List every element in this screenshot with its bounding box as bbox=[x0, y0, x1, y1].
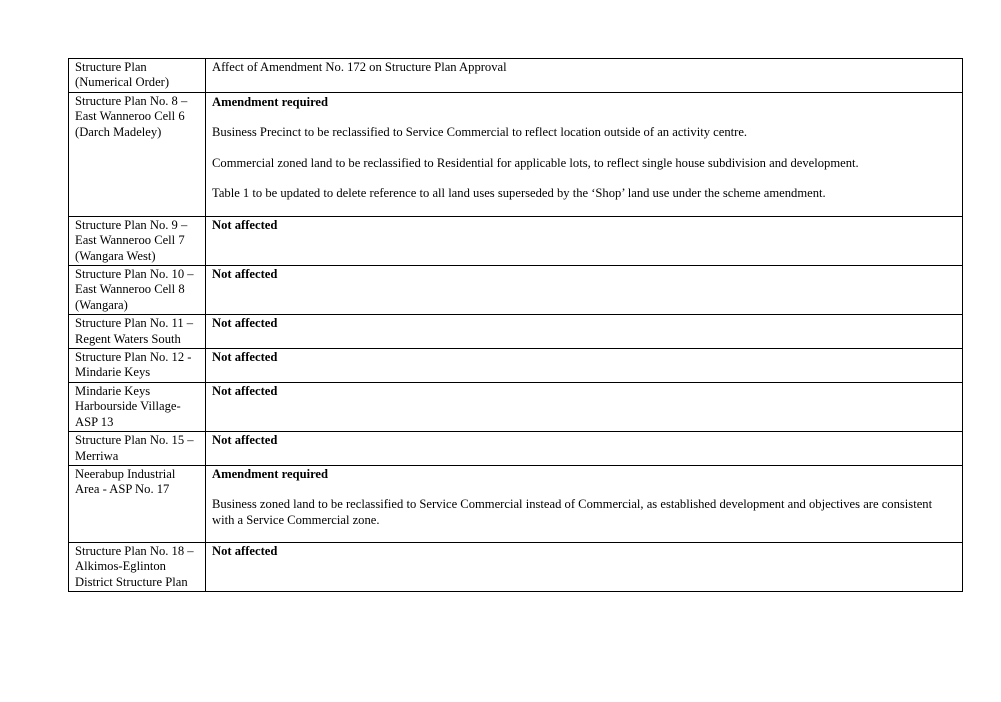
header-structure-plan: Structure Plan (Numerical Order) bbox=[69, 59, 206, 93]
affect-cell bbox=[206, 92, 963, 216]
plan-name-cell: Mindarie Keys Harbourside Village- ASP 13 bbox=[69, 382, 206, 431]
status-label: Not affected bbox=[212, 433, 278, 448]
note-paragraph: Table 1 to be updated to delete reference to all land uses superseded by the ‘Shop’ land use under the scheme amendment. bbox=[212, 186, 826, 201]
plan-name-cell: Structure Plan No. 15 – Merriwa bbox=[69, 432, 206, 466]
note-paragraph: Business Precinct to be reclassified to Service Commercial to reflect location outside of an activity centre. bbox=[212, 125, 748, 140]
status-label: Amendment required bbox=[212, 94, 329, 109]
table-row bbox=[69, 382, 963, 431]
table-header-row bbox=[69, 59, 963, 93]
table-row bbox=[69, 216, 963, 265]
status-label: Not affected bbox=[212, 267, 278, 282]
status-label: Not affected bbox=[212, 543, 278, 558]
affect-cell bbox=[206, 465, 963, 542]
plan-name-cell: Structure Plan No. 9 – East Wanneroo Cell 7 (Wangara West) bbox=[69, 216, 206, 265]
plan-name-cell: Structure Plan No. 18 – Alkimos-Eglinton District Structure Plan bbox=[69, 542, 206, 591]
affect-cell bbox=[206, 382, 963, 431]
structure-plan-table bbox=[68, 58, 963, 592]
status-label: Amendment required bbox=[212, 466, 329, 481]
table-row bbox=[69, 349, 963, 383]
table-row bbox=[69, 315, 963, 349]
status-label: Not affected bbox=[212, 217, 278, 232]
header-affect-of-amendment: Affect of Amendment No. 172 on Structure Plan Approval bbox=[206, 59, 963, 93]
affect-cell bbox=[206, 216, 963, 265]
plan-name-cell: Structure Plan No. 8 – East Wanneroo Cell 6 (Darch Madeley) bbox=[69, 92, 206, 216]
status-label: Not affected bbox=[212, 316, 278, 331]
affect-cell bbox=[206, 349, 963, 383]
table-row bbox=[69, 432, 963, 466]
plan-name-cell: Structure Plan No. 10 – East Wanneroo Cell 8 (Wangara) bbox=[69, 266, 206, 315]
table-row bbox=[69, 266, 963, 315]
affect-cell bbox=[206, 542, 963, 591]
plan-name-cell: Structure Plan No. 11 – Regent Waters South bbox=[69, 315, 206, 349]
status-label: Not affected bbox=[212, 350, 278, 365]
affect-cell bbox=[206, 266, 963, 315]
plan-name-cell: Neerabup Industrial Area - ASP No. 17 bbox=[69, 465, 206, 542]
table-row bbox=[69, 92, 963, 216]
note-paragraph: Business zoned land to be reclassified to Service Commercial instead of Commercial, as established development and objectives are consistent with a Service Commercial zone. bbox=[212, 497, 933, 527]
table-row bbox=[69, 542, 963, 591]
note-paragraph: Commercial zoned land to be reclassified to Residential for applicable lots, to reflect single house subdivision and development. bbox=[212, 155, 859, 170]
plan-name-cell: Structure Plan No. 12 - Mindarie Keys bbox=[69, 349, 206, 383]
affect-cell bbox=[206, 432, 963, 466]
table-row bbox=[69, 465, 963, 542]
affect-cell bbox=[206, 315, 963, 349]
status-label: Not affected bbox=[212, 383, 278, 398]
